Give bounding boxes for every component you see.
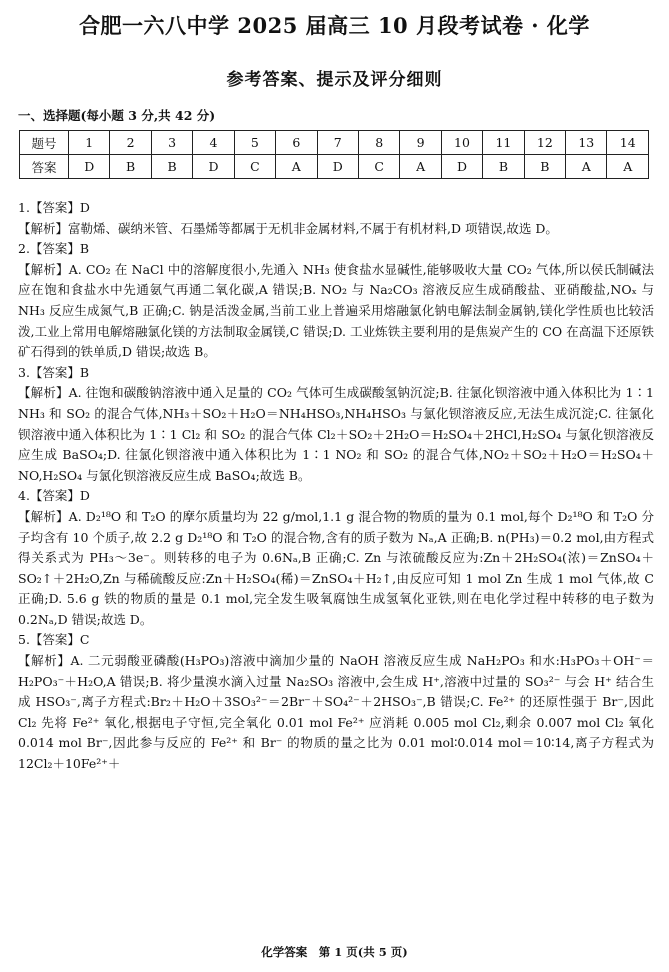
page-title: 合肥一六八中学 2025 届高三 10 月段考试卷 · 化学 [79, 13, 590, 38]
section-heading: 一、选择题(每小题 3 分,共 42 分) [18, 108, 216, 123]
answer-line: 3.【答案】B [18, 364, 90, 380]
question-number: 5 [234, 131, 275, 155]
solutions-body [18, 198, 654, 775]
question-number: 12 [524, 131, 565, 155]
question-number: 8 [358, 131, 399, 155]
answer-line: 1.【答案】D [18, 200, 90, 215]
answer-line: 4.【答案】D [18, 488, 90, 504]
answer-cell: B [151, 155, 192, 179]
answer-cell: B [524, 155, 565, 179]
row-label: 题号 [20, 131, 69, 155]
question-number: 7 [317, 131, 358, 155]
answer-cell: A [566, 155, 607, 179]
answer-cell: B [110, 155, 151, 179]
question-number: 14 [607, 131, 649, 155]
question-number: 6 [276, 131, 317, 155]
question-number-row [20, 131, 649, 155]
answer-table [19, 130, 649, 179]
explanation-paragraph: 【解析】A. 二元弱酸亚磷酸(H₃PO₃)溶液中滴加少量的 NaOH 溶液反应生成 NaH₂PO₃ 和水:H₃PO₃＋OH⁻＝H₂PO₃⁻＋H₂O,A 错误;B. 将少量溴水滴入过量 Na₂SO₃ 溶液中,会生成 H⁺,溶液中过量的 SO₃²⁻ 与会 H⁺ 结合生成 HSO₃⁻,离子方程式:Br₂＋H₂O＋3SO₃²⁻＝2Br⁻＋SO₄²⁻＋2HSO₃⁻,B 错误;C. Fe²⁺ 的还原性强于 Br⁻,因此 Cl₂ 先将 Fe²⁺ 氧化,根据电子守恒,完全氧化 0.01 mol Fe²⁺ 应消耗 0.005 mol Cl₂,剩余 0.007 mol Cl₂ 氧化 0.014 mol Br⁻,因此参与反应的 Fe²⁺ 和 Br⁻ 的物质的量之比为 0.01 mol∶0.014 mol＝10∶14,离子方程式为 12Cl₂＋10Fe²⁺＋ [18, 653, 654, 772]
question-number: 1 [69, 131, 110, 155]
question-number: 9 [400, 131, 441, 155]
page-footer: 化学答案 第 1 页(共 5 页) [261, 945, 408, 959]
explanation-paragraph: 【解析】富勒烯、碳纳米管、石墨烯等都属于无机非金属材料,不属于有机材料,D 项错误,故选 D。 [18, 220, 558, 236]
answer-cell: A [400, 155, 441, 179]
question-number: 3 [151, 131, 192, 155]
answer-cell: A [607, 155, 649, 179]
answer-cell: C [234, 155, 275, 179]
row-label: 答案 [20, 155, 69, 179]
question-number: 11 [483, 131, 524, 155]
question-number: 10 [441, 131, 482, 155]
question-number: 4 [193, 131, 234, 155]
answer-line: 5.【答案】C [18, 632, 90, 648]
answer-cell: C [358, 155, 399, 179]
answer-row [20, 155, 649, 179]
answer-cell: A [276, 155, 317, 179]
answer-cell: B [483, 155, 524, 179]
answer-cell: D [441, 155, 482, 179]
answer-cell: D [317, 155, 358, 179]
answer-cell: D [193, 155, 234, 179]
question-number: 2 [110, 131, 151, 155]
page-subtitle: 参考答案、提示及评分细则 [226, 70, 443, 90]
answer-line: 2.【答案】B [18, 241, 90, 257]
explanation-paragraph: 【解析】A. D₂¹⁸O 和 T₂O 的摩尔质量均为 22 g/mol,1.1 g 混合物的物质的量为 0.1 mol,每个 D₂¹⁸O 和 T₂O 分子均含有 10 个质子,故 2.2 g D₂¹⁸O 和 T₂O 的混合物,含有的质子数为 Nₐ,A 正确;B. n(PH₃)＝0.2 mol,由方程式得关系式为 PH₃～3e⁻。则转移的电子为 0.6Nₐ,B 正确;C. Zn 与浓硫酸反应为:Zn＋2H₂SO₄(浓)＝ZnSO₄＋SO₂↑＋2H₂O,Zn 与稀硫酸反应:Zn＋H₂SO₄(稀)＝ZnSO₄＋H₂↑,由反应可知 1 mol Zn 生成 1 mol 气体,故 C 正确;D. 5.6 g 铁的物质的量是 0.1 mol,完全发生吸氧腐蚀生成氢氧化亚铁,则在电化学过程中转移的电子数为 0.2Nₐ,D 错误;故选 D。 [18, 508, 654, 627]
explanation-paragraph: 【解析】A. CO₂ 在 NaCl 中的溶解度很小,先通入 NH₃ 使食盐水显碱性,能够吸收大量 CO₂ 气体,所以侯氏制碱法应在饱和食盐水中先通氨气再通二氧化碳,A 错误;B. NO₂ 与 Na₂CO₃ 溶液反应生成硝酸盐、亚硝酸盐,NOₓ 与 NH₃ 反应生成氮气,B 正确;C. 钠是活泼金属,当前工业上普遍采用熔融氯化钠电解法制金属钠,镁化学性质也比较活泼,工业上常用电解熔融氯化镁的方法制取金属镁,C 错误;D. 工业炼铁主要利用的是焦炭产生的 CO 在高温下还原铁矿石得到的铁单质,D 错误;故选 B。 [18, 261, 654, 360]
question-number: 13 [566, 131, 607, 155]
answer-cell: D [69, 155, 110, 179]
explanation-paragraph: 【解析】A. 往饱和碳酸钠溶液中通入足量的 CO₂ 气体可生成碳酸氢钠沉淀;B. 往氯化钡溶液中通入体积比为 1∶1 NH₃ 和 SO₂ 的混合气体,NH₃＋SO₂＋H₂O＝NH₄HSO₃,NH₄HSO₃ 与氯化钡溶液反应,无法生成沉淀;C. 往氯化钡溶液中通入体积比为 1∶1 Cl₂ 和 SO₂ 的混合气体 Cl₂＋SO₂＋2H₂O＝H₂SO₄＋2HCl,H₂SO₄ 与氯化钡溶液反应生成 BaSO₄;D. 往氯化钡溶液中通入体积比为 1∶1 NO₂ 和 SO₂ 的混合气体,NO₂＋SO₂＋H₂O＝H₂SO₄＋NO,H₂SO₄ 与氯化钡溶液反应生成 BaSO₄;故选 B。 [18, 385, 654, 483]
